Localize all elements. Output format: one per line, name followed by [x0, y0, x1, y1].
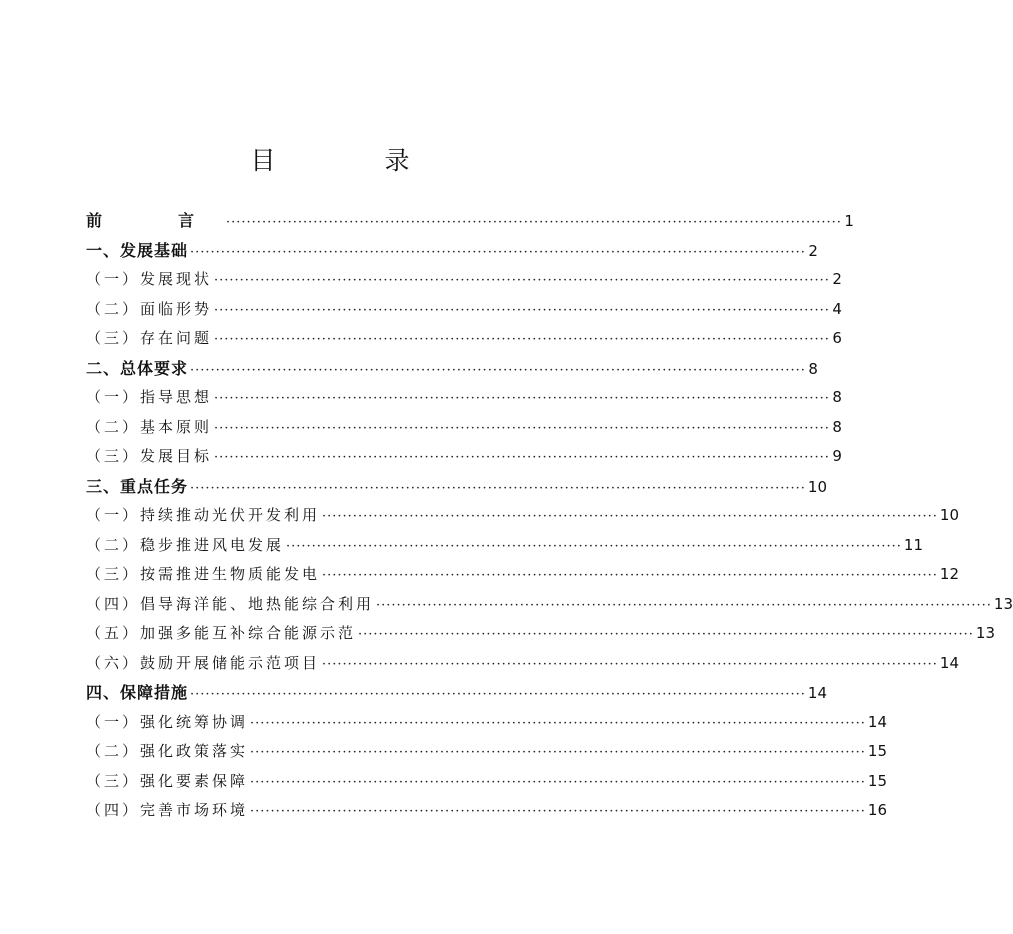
toc-entry[interactable] — [86, 324, 842, 354]
toc-entry-label: 三、重点任务 — [86, 476, 189, 496]
toc-entry[interactable] — [86, 649, 959, 679]
toc-page-number: 2 — [808, 241, 818, 260]
toc-entry-label: （二）基本原则 — [86, 417, 213, 436]
toc-dot-leader: ························································································································ — [226, 215, 842, 230]
toc-entry[interactable] — [86, 354, 818, 384]
toc-entry[interactable] — [86, 295, 842, 325]
toc-page-number: 8 — [832, 417, 842, 436]
table-of-contents — [86, 206, 1013, 826]
toc-page-number: 9 — [832, 447, 842, 465]
toc-entry[interactable] — [86, 737, 887, 767]
page-title: 目 录 — [250, 146, 452, 175]
toc-entry-label: （一）发展现状 — [86, 270, 213, 288]
toc-entry-label: （三）存在问题 — [86, 329, 213, 347]
toc-page-number: 15 — [867, 771, 887, 790]
toc-dot-leader: ························································································································ — [322, 656, 938, 672]
toc-entry[interactable] — [86, 767, 887, 797]
toc-dot-leader: ························································································································ — [250, 804, 866, 819]
toc-dot-leader: ························································································································ — [376, 597, 992, 613]
toc-entry-label: 四、保障措施 — [86, 683, 189, 702]
toc-page-number: 10 — [939, 506, 959, 524]
toc-entry-label: （四）倡导海洋能、地热能综合利用 — [86, 594, 375, 613]
toc-entry-label: （一）强化统筹协调 — [86, 712, 249, 731]
toc-dot-leader: ························································································································ — [190, 480, 806, 496]
toc-entry-label: （一）指导思想 — [86, 388, 213, 406]
toc-entry[interactable] — [86, 442, 842, 472]
toc-page-number: 11 — [903, 535, 923, 554]
toc-entry[interactable] — [86, 708, 887, 738]
toc-entry[interactable] — [86, 619, 995, 649]
toc-page-number: 4 — [832, 299, 842, 318]
toc-dot-leader: ························································································································ — [250, 745, 866, 760]
toc-entry-label: 前 言 — [86, 211, 225, 230]
toc-entry[interactable] — [86, 265, 842, 295]
toc-page-number: 10 — [807, 477, 827, 496]
toc-dot-leader: ························································································································ — [214, 450, 830, 465]
toc-entry[interactable] — [86, 501, 959, 531]
toc-page-number: 6 — [832, 329, 842, 347]
toc-page-number: 13 — [993, 594, 1013, 613]
toc-page-number: 13 — [975, 624, 995, 642]
toc-dot-leader: ························································································································ — [250, 774, 866, 790]
toc-page-number: 15 — [867, 742, 887, 760]
toc-entry-label: （四）完善市场环境 — [86, 801, 249, 819]
toc-page-number: 8 — [832, 388, 842, 406]
toc-entry[interactable] — [86, 413, 842, 443]
toc-entry-label: （二）稳步推进风电发展 — [86, 535, 285, 554]
toc-entry-label: （三）强化要素保障 — [86, 771, 249, 790]
toc-entry-label: （五）加强多能互补综合能源示范 — [86, 624, 357, 642]
toc-entry-label: （三）按需推进生物质能发电 — [86, 565, 321, 583]
toc-dot-leader: ························································································································ — [322, 568, 938, 583]
toc-dot-leader: ························································································································ — [214, 391, 830, 406]
toc-entry[interactable] — [86, 531, 923, 561]
toc-entry[interactable] — [86, 678, 827, 708]
toc-page-number: 1 — [844, 212, 854, 230]
toc-dot-leader: ························································································································ — [250, 715, 866, 731]
toc-dot-leader: ························································································································ — [214, 302, 830, 318]
toc-entry-label: （二）面临形势 — [86, 299, 213, 318]
toc-page-number: 16 — [867, 801, 887, 819]
toc-dot-leader: ························································································································ — [358, 627, 974, 642]
toc-entry-label: 二、总体要求 — [86, 358, 189, 378]
toc-entry[interactable] — [86, 560, 959, 590]
toc-entry[interactable] — [86, 472, 827, 502]
toc-entry-label: 一、发展基础 — [86, 240, 189, 260]
toc-entry-label: （二）强化政策落实 — [86, 742, 249, 760]
toc-page-number: 2 — [832, 270, 842, 288]
toc-dot-leader: ························································································································ — [286, 538, 902, 554]
toc-entry[interactable] — [86, 206, 854, 236]
toc-page-number: 12 — [939, 565, 959, 583]
toc-dot-leader: ························································································································ — [190, 244, 806, 260]
toc-entry[interactable] — [86, 590, 1013, 620]
toc-entry[interactable] — [86, 796, 887, 826]
toc-dot-leader: ························································································································ — [214, 332, 830, 347]
toc-dot-leader: ························································································································ — [322, 509, 938, 524]
toc-entry[interactable] — [86, 236, 818, 266]
toc-page-number: 14 — [939, 653, 959, 672]
toc-page-number: 8 — [808, 359, 818, 378]
toc-dot-leader: ························································································································ — [190, 687, 806, 702]
toc-page-number: 14 — [807, 684, 827, 702]
toc-dot-leader: ························································································································ — [214, 420, 830, 436]
toc-entry-label: （六）鼓励开展储能示范项目 — [86, 653, 321, 672]
toc-entry-label: （三）发展目标 — [86, 447, 213, 465]
toc-entry[interactable] — [86, 383, 842, 413]
toc-dot-leader: ························································································································ — [214, 273, 830, 288]
toc-entry-label: （一）持续推动光伏开发利用 — [86, 506, 321, 524]
toc-dot-leader: ························································································································ — [190, 362, 806, 378]
toc-page-number: 14 — [867, 712, 887, 731]
